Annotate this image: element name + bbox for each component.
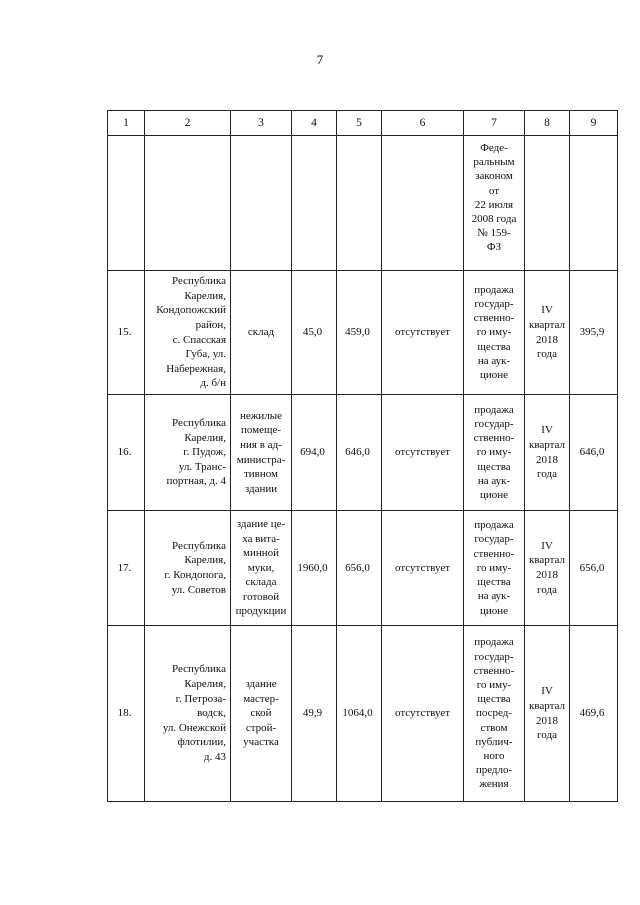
property-table xyxy=(107,110,618,802)
header-cell: 4 xyxy=(292,111,337,136)
header-cell: 1 xyxy=(108,111,145,136)
price-cell: 656,0 xyxy=(579,561,605,574)
area-cell: 694,0 xyxy=(300,446,325,459)
address-cell: Республика Карелия, Кондопожский район, с. Спасская Губа, ул. Набережная, д. б/н xyxy=(156,275,226,390)
table-row xyxy=(108,395,618,511)
area-cell: 45,0 xyxy=(302,326,323,339)
header-cell: 2 xyxy=(145,111,231,136)
method-cell: продажа государ- ственно- го иму- щества на аук- ционе xyxy=(473,283,515,381)
address-cell: Республика Карелия, г. Пудож, ул. Транс- портная, д. 4 xyxy=(166,417,226,488)
encumbrance-cell: отсутствует xyxy=(394,326,451,339)
table-row xyxy=(108,136,618,271)
method-cell: продажа государ- ственно- го иму- щества на аук- ционе xyxy=(473,403,515,501)
header-cell: 8 xyxy=(525,111,570,136)
page-number: 7 xyxy=(316,52,324,67)
value-cell: 459,0 xyxy=(345,326,370,339)
table-row xyxy=(108,626,618,802)
header-cell: 7 xyxy=(464,111,525,136)
encumbrance-cell: отсутствует xyxy=(394,446,451,459)
value-cell: 646,0 xyxy=(345,446,370,459)
row-number: 16. xyxy=(117,446,132,459)
object-cell: нежилые помеще- ния в ад- министра- тивном здании xyxy=(236,409,286,495)
table-row xyxy=(108,271,618,395)
object-cell: склад xyxy=(247,326,275,339)
method-cell: продажа государ- ственно- го иму- щества на аук- ционе xyxy=(473,519,515,617)
header-cell: 6 xyxy=(382,111,464,136)
method-cell: Феде- ральным законом от 22 июля 2008 года № 159- ФЗ xyxy=(471,142,517,254)
header-row xyxy=(108,111,618,136)
row-number: 15. xyxy=(117,326,132,339)
object-cell: здание це- ха вита- минной муки, склада готовой продукции xyxy=(235,517,287,618)
address-cell: Республика Карелия, г. Кондопога, ул. Советов xyxy=(164,539,226,596)
row-number: 18. xyxy=(117,707,132,720)
price-cell: 469,6 xyxy=(579,707,605,720)
period-cell: IV квартал 2018 года xyxy=(528,685,566,742)
value-cell: 656,0 xyxy=(345,561,370,574)
encumbrance-cell: отсутствует xyxy=(394,707,451,720)
table-row xyxy=(108,511,618,626)
period-cell: IV квартал 2018 года xyxy=(528,304,566,361)
header-cell: 5 xyxy=(337,111,382,136)
area-cell: 1960,0 xyxy=(297,561,328,574)
price-cell: 395,9 xyxy=(579,326,605,339)
header-cell: 9 xyxy=(570,111,618,136)
price-cell: 646,0 xyxy=(579,446,605,459)
address-cell: Республика Карелия, г. Петроза- водск, ул. Онежской флотилии, д. 43 xyxy=(162,663,226,763)
encumbrance-cell: отсутствует xyxy=(394,561,451,574)
header-cell: 3 xyxy=(231,111,292,136)
area-cell: 49,9 xyxy=(302,707,323,720)
period-cell: IV квартал 2018 года xyxy=(528,424,566,481)
value-cell: 1064,0 xyxy=(342,707,373,720)
period-cell: IV квартал 2018 года xyxy=(528,539,566,596)
method-cell: продажа государ- ственно- го иму- щества посред- ством публич- ного предло- жения xyxy=(473,636,515,791)
object-cell: здание мастер- ской строй- участка xyxy=(243,678,279,749)
row-number: 17. xyxy=(117,561,132,574)
